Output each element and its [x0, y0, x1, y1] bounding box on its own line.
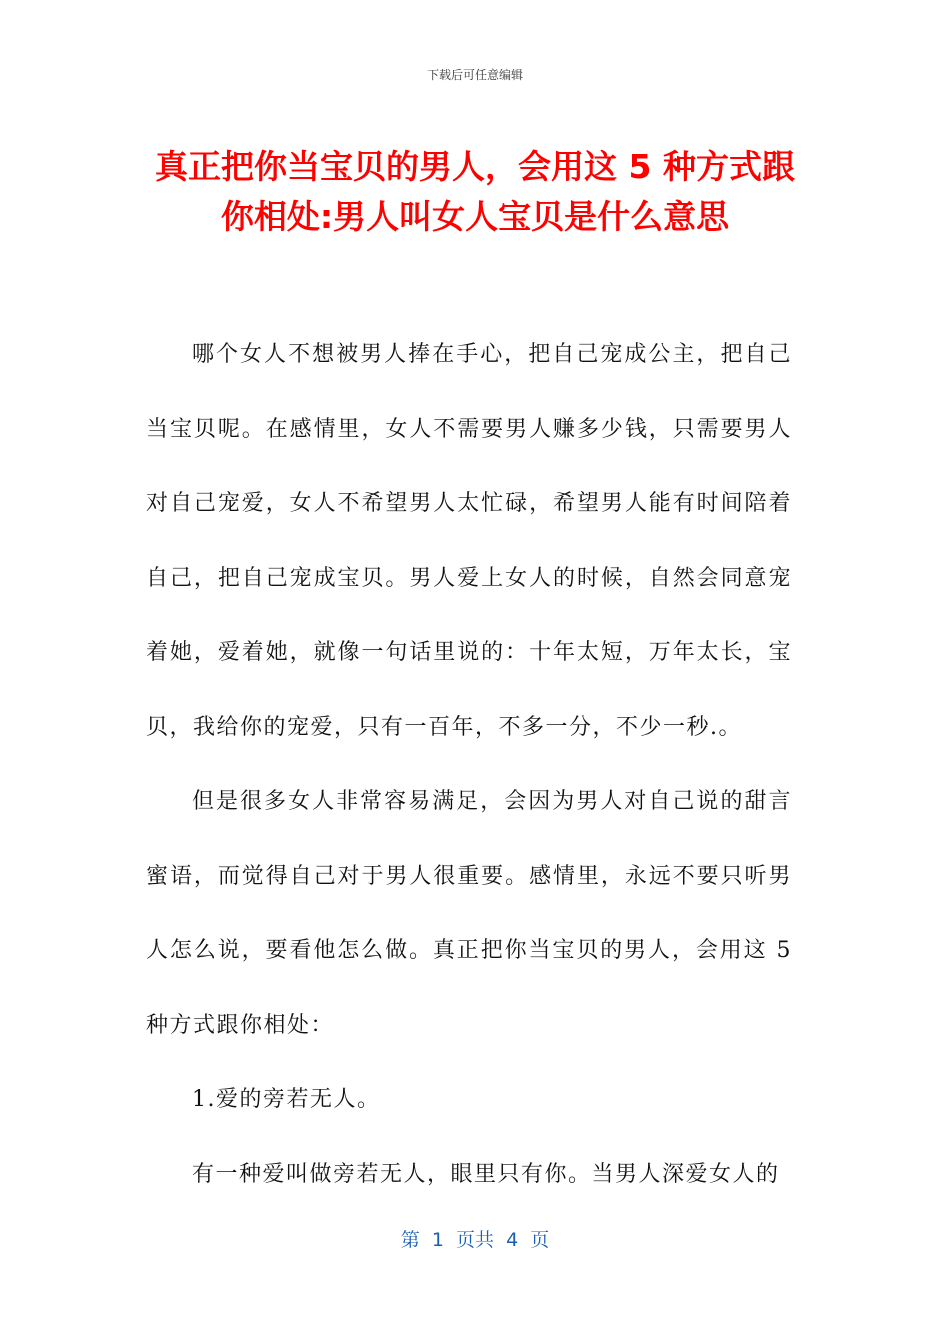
paragraph-second: 但是很多女人非常容易满足，会因为男人对自己说的甜言蜜语，而觉得自己对于男人很重要。感情里，永远不要只听男人怎么说，要看他怎么做。真正把你当宝贝的男人，会用这 5 种方式跟你相处： — [146, 789, 792, 1038]
page-footer — [0, 1225, 950, 1252]
paragraph-fourth: 有一种爱叫做旁若无人，眼里只有你。当男人深爱女人的 — [192, 1161, 780, 1187]
document-title: 真正把你当宝贝的男人，会用这 5 种方式跟你相处:男人叫女人宝贝是什么意思 — [155, 147, 795, 236]
document-body — [146, 318, 792, 1212]
page-number-label: 第 1 页共 4 页 — [400, 1229, 550, 1251]
paragraph-intro: 哪个女人不想被男人捧在手心，把自己宠成公主，把自己当宝贝呢。在感情里，女人不需要男人赚多少钱，只需要男人对自己宠爱，女人不希望男人太忙碌，希望男人能有时间陪着自己，把自己宠成宝贝。男人爱上女人的时候，自然会同意宠着她，爱着她，就像一句话里说的：十年太短，万年太长，宝贝，我给你的宠爱，只有一百年，不多一分，不少一秒.。 — [146, 342, 792, 740]
list-item-heading: 1.爱的旁若无人。 — [192, 1087, 381, 1112]
header-note: 下载后可任意编辑 — [426, 68, 523, 82]
